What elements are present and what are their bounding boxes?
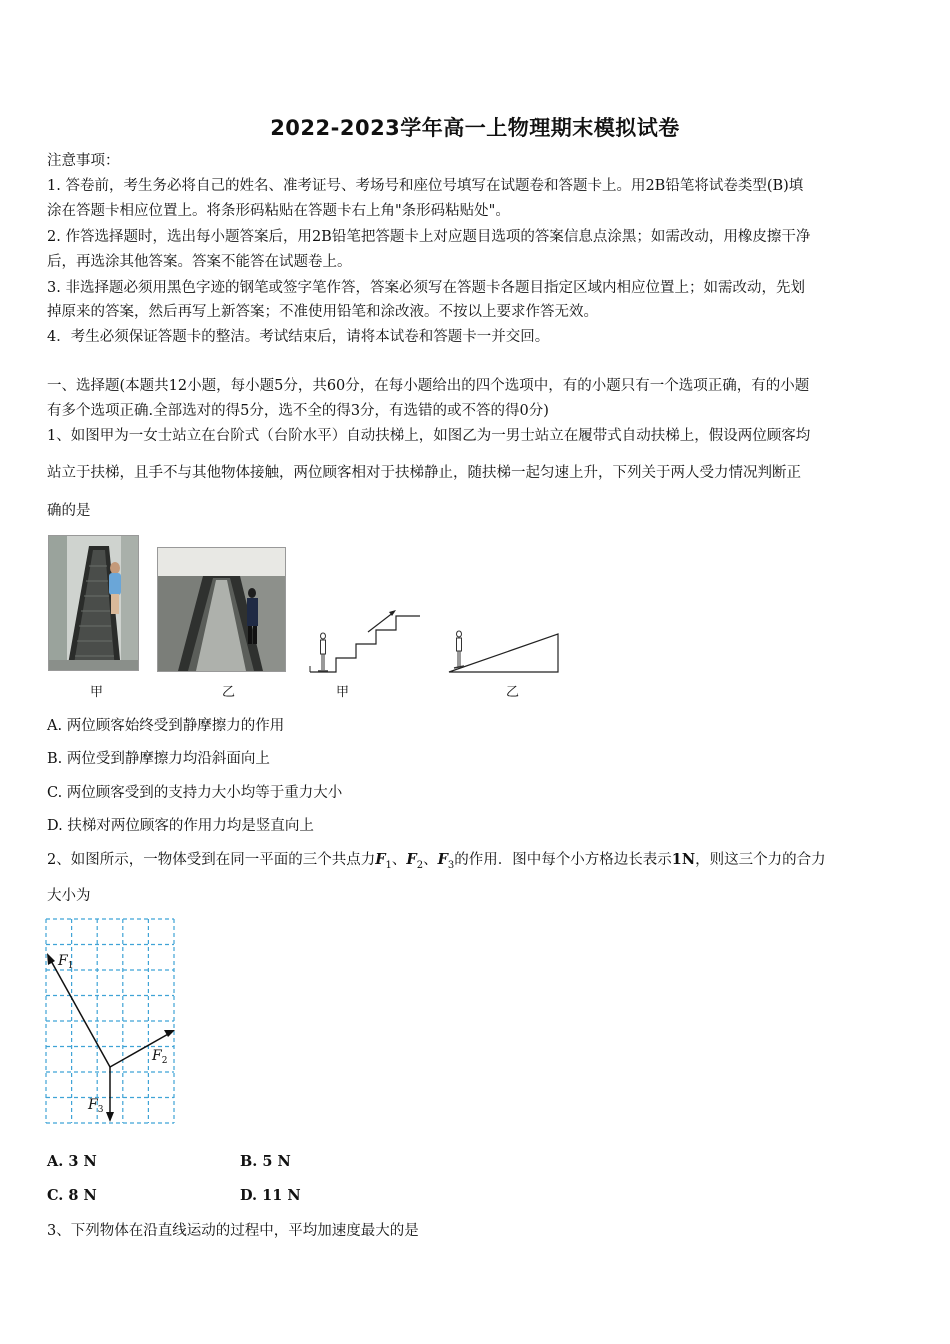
option-a: A. 两位顾客始终受到静摩擦力的作用 [47, 718, 285, 734]
question-1-stem: 确的是 [47, 503, 91, 519]
question-2-stem: 大小为 [47, 888, 91, 904]
section-heading: 有多个选项正确.全部选对的得5分，选不全的得3分，有选错的或不答的得0分) [47, 403, 549, 419]
figure-label: 乙 [222, 685, 236, 700]
figure-label: 甲 [90, 685, 104, 700]
option-c: C. 两位顾客受到的支持力大小均等于重力大小 [47, 785, 343, 801]
notice-line: 掉原来的答案，然后再写上新答案；不准使用铅笔和涂改液。不按以上要求作答无效。 [47, 304, 598, 320]
escalator-photo-jia [48, 535, 139, 671]
page-title: 2022-2023学年高一上物理期末模拟试卷 [270, 116, 680, 140]
stepped-escalator-diagram [308, 606, 430, 674]
figure-label: 乙 [506, 685, 520, 700]
option-c: C. 8 N [47, 1187, 97, 1204]
question-2-stem: 2、如图所示，一物体受到在同一平面的三个共点力$F_1$、$F_2$、$F_3$的作用．图中每个小方格边长表示1N，则这三个力的合力 [47, 851, 826, 871]
f3-label: $F_3$ [88, 1097, 104, 1115]
notice-line: 1. 答卷前，考生务必将自己的姓名、准考证号、考场号和座位号填写在试题卷和答题卡上。用2B铅笔将试卷类型(B)填 [47, 178, 804, 194]
escalator-photo-yi [157, 547, 286, 672]
figure-label: 甲 [336, 685, 350, 700]
question-3-stem: 3、下列物体在沿直线运动的过程中，平均加速度最大的是 [47, 1223, 419, 1239]
notice-line: 2. 作答选择题时，选出每小题答案后，用2B铅笔把答题卡上对应题目选项的答案信息点涂黑；如需改动，用橡皮擦干净 [47, 229, 811, 245]
notice-line: 3. 非选择题必须用黑色字迹的钢笔或签字笔作答，答案必须写在答题卡各题目指定区域内相应位置上；如需改动，先划 [47, 280, 805, 296]
notice-line: 后，再选涂其他答案。答案不能答在试题卷上。 [47, 254, 352, 270]
option-d: D. 扶梯对两位顾客的作用力均是竖直向上 [47, 818, 314, 834]
notice-heading: 注意事项： [47, 153, 120, 169]
option-b: B. 5 N [240, 1153, 291, 1170]
section-heading: 一、选择题(本题共12小题，每小题5分，共60分，在每小题给出的四个选项中，有的小题只有一个选项正确，有的小题 [47, 378, 810, 394]
question-1-stem: 站立于扶梯，且手不与其他物体接触，两位顾客相对于扶梯静止，随扶梯一起匀速上升，下列关于两人受力情况判断正 [47, 465, 801, 481]
option-b: B. 两位受到静摩擦力均沿斜面向上 [47, 751, 270, 767]
option-a: A. 3 N [47, 1153, 97, 1170]
f1-label: $F_1$ [58, 953, 74, 971]
belt-escalator-diagram [447, 628, 561, 674]
question-1-stem: 1、如图甲为一女士站立在台阶式（台阶水平）自动扶梯上，如图乙为一男士站立在履带式自动扶梯上，假设两位顾客均 [47, 428, 811, 444]
f2-label: $F_2$ [152, 1048, 168, 1066]
notice-line: 4．考生必须保证答题卡的整洁。考试结束后，请将本试卷和答题卡一并交回。 [47, 329, 550, 345]
notice-line: 涂在答题卡相应位置上。将条形码粘贴在答题卡右上角"条形码粘贴处"。 [47, 203, 510, 219]
force-grid-diagram [44, 917, 180, 1127]
option-d: D. 11 N [240, 1187, 301, 1204]
